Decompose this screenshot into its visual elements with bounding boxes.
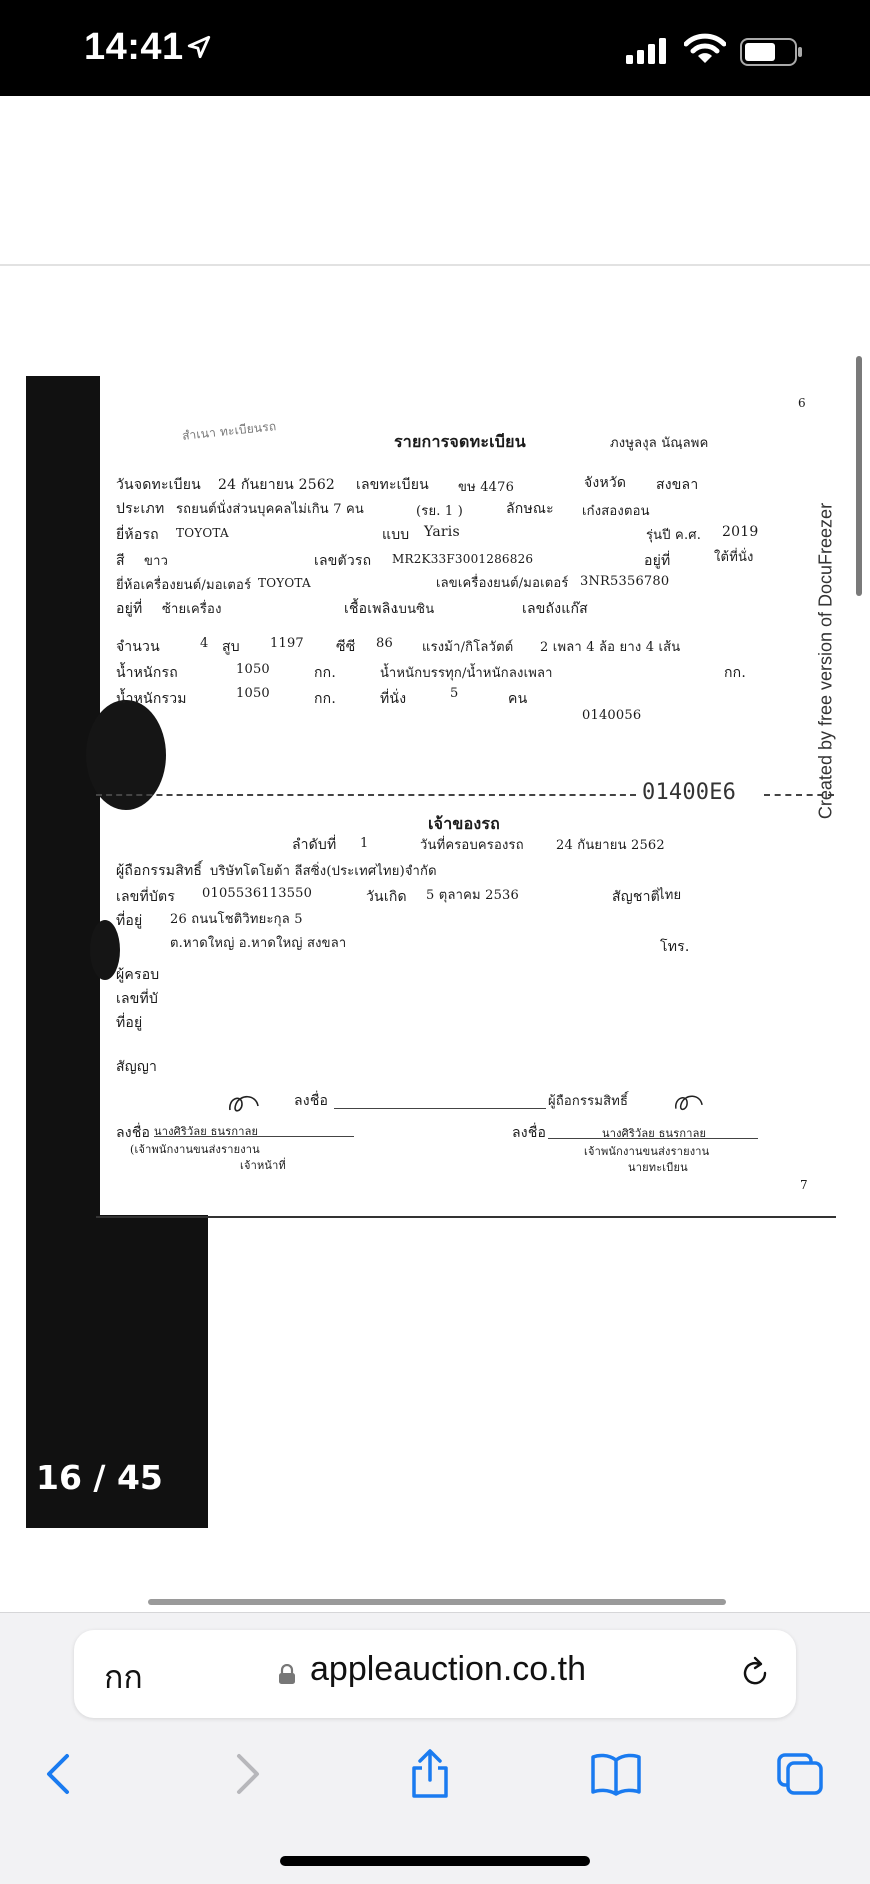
serial-number: 0140056 — [582, 708, 642, 723]
signature-line — [334, 1108, 546, 1109]
birth-label: วันเกิด — [366, 889, 407, 905]
chassis-value: MR2K33F3001286826 — [392, 552, 534, 566]
address-label: ที่อยู่ — [116, 913, 143, 929]
phone-label: โทร. — [660, 939, 690, 955]
weight-label: น้ำหนักรถ — [116, 665, 178, 681]
hp-value: 86 — [376, 636, 393, 651]
page-number-bottom: 7 — [800, 1178, 808, 1192]
birth-value: 5 ตุลาคม 2536 — [426, 888, 519, 903]
engine-no-label: เลขเครื่องยนต์/มอเตอร์ — [436, 576, 569, 591]
signature-line — [548, 1138, 758, 1139]
tank-label: เลขถังแก๊ส — [522, 601, 588, 617]
seats-unit: คน — [508, 691, 528, 707]
tabs-icon — [775, 1751, 825, 1797]
cylinders-label: สูบ — [222, 639, 240, 655]
type-label: ประเภท — [116, 501, 165, 517]
address-line-2: ต.หาดใหญ่ อ.หาดใหญ่ สงขลา — [170, 936, 347, 951]
seats-label: ที่นั่ง — [380, 691, 407, 707]
total-weight-label: น้ำหนักรวม — [116, 691, 187, 707]
home-indicator — [280, 1856, 590, 1866]
color-label: สี — [116, 553, 125, 569]
load-unit: กก. — [724, 665, 747, 681]
address-line-1: 26 ถนนโชติวิทยะกุล 5 — [170, 912, 303, 927]
chassis-label: เลขตัวรถ — [314, 553, 372, 569]
location-label: อยู่ที่ — [644, 553, 671, 569]
engine-brand-value: TOYOTA — [258, 576, 311, 590]
page-counter: 16 / 45 — [36, 1458, 163, 1497]
holder-value: บริษัทโตโยต้า ลีสซิ่ง(ประเทศไทย)จำกัด — [210, 864, 437, 879]
nationality-value: ไทย — [658, 888, 682, 903]
axles-value: 2 เพลา 4 ล้อ ยาง 4 เส้น — [540, 640, 681, 655]
reg-date-label: วันจดทะเบียน — [116, 477, 201, 493]
page-number-top: 6 — [798, 396, 806, 410]
page-bottom-border — [96, 1216, 836, 1218]
province-value: สงขลา — [656, 477, 699, 493]
possessor-address-label: ที่อยู่ — [116, 1015, 143, 1031]
brand-value: TOYOTA — [176, 526, 229, 540]
signer-left-role: (เจ้าพนักงานขนส่งรายงาน — [130, 1143, 260, 1156]
share-button[interactable] — [400, 1744, 460, 1804]
url-text[interactable]: appleauction.co.th — [310, 1650, 586, 1688]
lock-icon — [278, 1664, 296, 1684]
engine-brand-label: ยี่ห้อเครื่องยนต์/มอเตอร์ — [116, 578, 252, 593]
vertical-scrollbar[interactable] — [856, 356, 862, 596]
signer-left-role-2: เจ้าหน้าที่ — [240, 1159, 286, 1172]
seats-value: 5 — [450, 686, 459, 701]
watermark-text: Created by free version of DocuFreezer — [815, 502, 836, 820]
year-label: รุ่นปี ค.ศ. — [646, 528, 702, 543]
since-label: วันที่ครอบครองรถ — [420, 838, 524, 853]
load-label: น้ำหนักบรรทุก/น้ำหนักลงเพลา — [380, 666, 553, 681]
weight-value: 1050 — [236, 662, 270, 677]
engine-at-value: ซ้ายเครื่อง — [162, 602, 222, 617]
color-value: ขาว — [144, 554, 169, 569]
watermark — [806, 486, 846, 836]
reg-date-value: 24 กันยายน 2562 — [218, 477, 336, 493]
header-smudge-text: สำเนา ทะเบียนรถ — [181, 419, 277, 443]
address-bar[interactable] — [74, 1630, 796, 1718]
viewer-divider — [0, 264, 870, 266]
order-label: ลำดับที่ — [292, 837, 337, 853]
wifi-icon — [684, 33, 726, 65]
sign-label: ลงชื่อ — [294, 1093, 329, 1109]
holder-label: ผู้ถือกรรมสิทธิ์ — [116, 863, 203, 879]
sign-left-label: ลงชื่อ — [116, 1125, 151, 1141]
plate-label: เลขทะเบียน — [356, 477, 429, 493]
order-value: 1 — [360, 836, 369, 851]
chevron-right-icon — [233, 1752, 263, 1796]
total-weight-value: 1050 — [236, 686, 270, 701]
section-separator — [96, 794, 636, 796]
style-label: ลักษณะ — [506, 501, 554, 517]
status-bar — [0, 0, 870, 96]
signature-left-mark — [226, 1090, 262, 1120]
province-label: จังหวัด — [584, 475, 627, 491]
signer-right-role: เจ้าพนักงานขนส่งรายงาน — [584, 1145, 710, 1158]
signer-right-role-2: นายทะเบียน — [628, 1161, 688, 1174]
share-icon — [408, 1748, 452, 1800]
id-value: 0105536113550 — [202, 886, 313, 901]
type-code: (รย. 1 ) — [416, 504, 464, 519]
document-title: รายการจดทะเบียน — [394, 432, 526, 451]
holder-sign-label: ผู้ถือกรรมสิทธิ์ — [548, 1094, 629, 1109]
count-label: จำนวน — [116, 639, 160, 655]
total-weight-unit: กก. — [314, 691, 337, 707]
scanned-registration-document — [96, 360, 838, 1220]
engine-at-label: อยู่ที่ — [116, 601, 143, 617]
type-value: รถยนต์นั่งส่วนบุคคลไม่เกิน 7 คน — [176, 502, 364, 517]
sign-right-label: ลงชื่อ — [512, 1125, 547, 1141]
battery-icon — [740, 38, 804, 66]
cellular-signal-icon — [626, 38, 672, 64]
header-right-text: ภงษูลงุล นัณฺลพค — [610, 436, 709, 451]
signer-right-name: นางศิริวัลย ธนรกาลย — [602, 1127, 707, 1140]
model-label: แบบ — [382, 527, 410, 543]
style-value: เก๋งสองตอน — [582, 504, 650, 519]
tabs-button[interactable] — [770, 1744, 830, 1804]
owner-section-title: เจ้าของรถ — [428, 814, 501, 833]
signature-line — [154, 1136, 354, 1137]
fuel-label: เชื้อเพลิง — [344, 601, 398, 617]
possessor-label: ผู้ครอบ — [116, 967, 160, 983]
chevron-left-icon — [43, 1752, 73, 1796]
engine-no-value: 3NR5356780 — [580, 574, 670, 589]
id-label: เลขที่บัตร — [116, 889, 176, 905]
weight-unit: กก. — [314, 665, 337, 681]
back-button[interactable] — [28, 1744, 88, 1804]
signature-right-mark — [672, 1090, 706, 1118]
status-time: 14:41 — [84, 26, 184, 68]
serial-number-large: 01400E6 — [642, 780, 737, 805]
bookmarks-button[interactable] — [586, 1744, 646, 1804]
reload-icon[interactable] — [736, 1654, 774, 1692]
nationality-label: สัญชาติ — [612, 889, 660, 905]
page-settings-button[interactable]: กก — [104, 1659, 143, 1695]
cylinders-value: 4 — [200, 636, 209, 651]
cc-label: ซีซี — [336, 639, 356, 655]
book-icon — [590, 1752, 642, 1796]
location-arrow-icon — [186, 34, 212, 60]
fuel-value: เบนซิน — [394, 602, 435, 617]
contract-label: สัญญา — [116, 1059, 158, 1075]
location-value: ใต้ที่นั่ง — [714, 550, 754, 565]
horizontal-scrollbar[interactable] — [148, 1599, 726, 1605]
signer-left-name: นางศิริวัลย ธนรกาลย — [154, 1125, 259, 1138]
brand-label: ยี่ห้อรถ — [116, 527, 159, 543]
plate-value: ขษ 4476 — [458, 480, 515, 495]
forward-button[interactable] — [218, 1744, 278, 1804]
card-label: เลขที่บั — [116, 991, 159, 1007]
model-value: Yaris — [424, 524, 460, 540]
hp-label: แรงม้า/กิโลวัตต์ — [422, 640, 514, 655]
cc-value: 1197 — [270, 636, 304, 651]
since-value: 24 กันยายน 2562 — [556, 838, 665, 853]
year-value: 2019 — [722, 524, 759, 540]
